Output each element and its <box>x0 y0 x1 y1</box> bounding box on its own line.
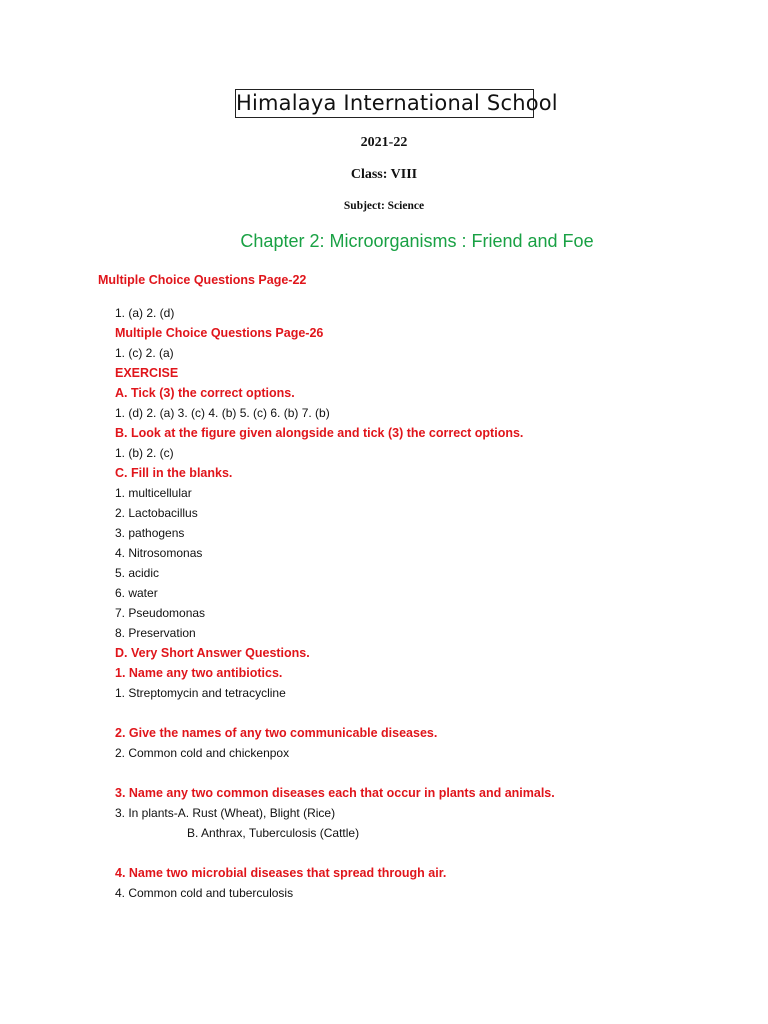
blank-answer-7: 7. Pseudomonas <box>115 606 206 620</box>
mcq-page26-heading: Multiple Choice Questions Page-26 <box>115 326 324 340</box>
question-2: 2. Give the names of any two communicable diseases. <box>115 726 438 740</box>
section-a-heading: A. Tick (3) the correct options. <box>115 386 295 400</box>
chapter-title: Chapter 2: Microorganisms : Friend and Foe <box>240 231 594 251</box>
class-label: Class: VIII <box>350 167 418 182</box>
academic-year: 2021-22 <box>360 135 408 150</box>
blank-answer-8: 8. Preservation <box>115 626 196 640</box>
blank-answer-5: 5. acidic <box>115 566 160 580</box>
blank-answer-1: 1. multicellular <box>115 486 192 500</box>
mcq-page22-answers: 1. (a) 2. (d) <box>115 306 175 320</box>
blank-answer-3: 3. pathogens <box>115 526 185 540</box>
question-3: 3. Name any two common diseases each that occur in plants and animals. <box>115 786 555 800</box>
answer-4: 4. Common cold and tuberculosis <box>115 886 294 900</box>
subject-label: Subject: Science <box>343 200 425 212</box>
section-a-answers: 1. (d) 2. (a) 3. (c) 4. (b) 5. (c) 6. (b) 7. (b) <box>115 406 330 420</box>
section-d-heading: D. Very Short Answer Questions. <box>115 646 310 660</box>
question-4: 4. Name two microbial diseases that spread through air. <box>115 866 447 880</box>
blank-answer-6: 6. water <box>115 586 158 600</box>
school-name: Himalaya International School <box>235 89 534 118</box>
blank-answer-4: 4. Nitrosomonas <box>115 546 203 560</box>
answer-3-plants: 3. In plants-A. Rust (Wheat), Blight (Rice) <box>115 806 336 820</box>
answer-3-animals: B. Anthrax, Tuberculosis (Cattle) <box>187 826 360 840</box>
answer-1: 1. Streptomycin and tetracycline <box>115 686 286 700</box>
section-c-heading: C. Fill in the blanks. <box>115 466 233 480</box>
section-b-answers: 1. (b) 2. (c) <box>115 446 174 460</box>
answer-2: 2. Common cold and chickenpox <box>115 746 290 760</box>
blank-answer-2: 2. Lactobacillus <box>115 506 198 520</box>
mcq-page26-answers: 1. (c) 2. (a) <box>115 346 174 360</box>
exercise-heading: EXERCISE <box>115 366 179 380</box>
section-b-heading: B. Look at the figure given alongside and tick (3) the correct options. <box>115 426 524 440</box>
mcq-page22-heading: Multiple Choice Questions Page-22 <box>98 273 307 287</box>
question-1: 1. Name any two antibiotics. <box>115 666 283 680</box>
